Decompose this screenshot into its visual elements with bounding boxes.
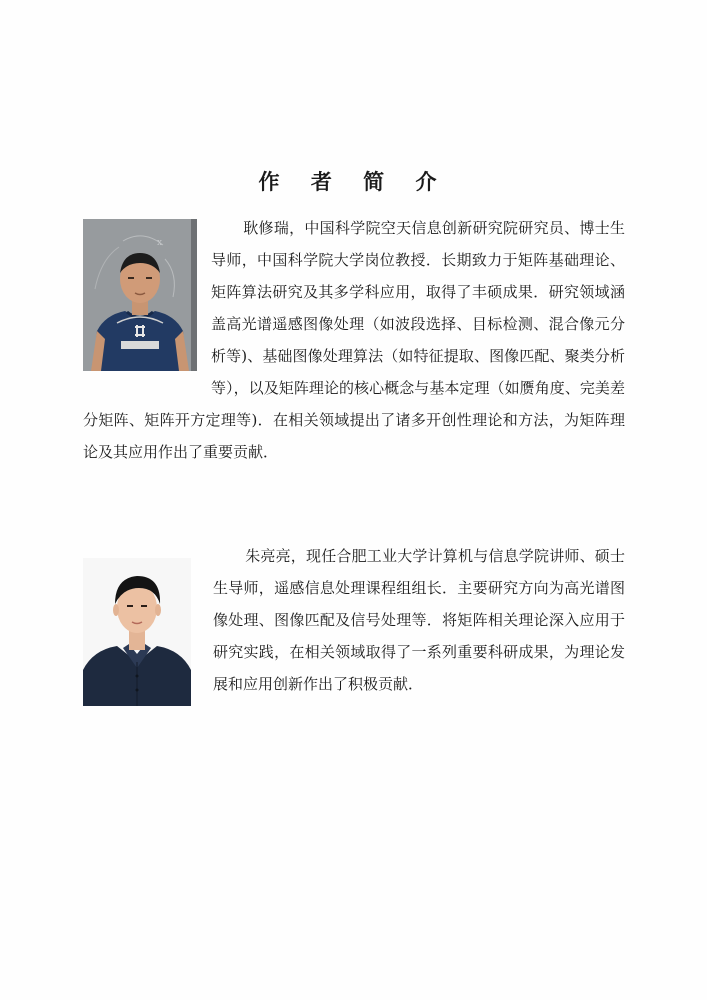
author-photo-2 [83, 558, 191, 706]
author-photo-1 [83, 219, 197, 371]
author-bio-text-2: 朱亮亮，现任合肥工业大学计算机与信息学院讲师、硕士生导师，遥感信息处理课程组组长．主要研究方向为高光谱图像处理、图像匹配及信号处理等．将矩阵相关理论深入应用于研究实践，在相关领域取得了一系列重要科研成果，为理论发展和应用创新作出了积极贡献． [213, 547, 625, 693]
portrait-1-image [83, 219, 197, 371]
portrait-2-image [83, 558, 191, 706]
svg-text:x: x [157, 238, 163, 248]
author-bio-1 [83, 212, 625, 468]
page-title: 作 者 简 介 [258, 170, 449, 194]
author-bio-2 [83, 540, 625, 706]
author-bio-text-1: 耿修瑞，中国科学院空天信息创新研究院研究员、博士生导师，中国科学院大学岗位教授．长期致力于矩阵基础理论、矩阵算法研究及其多学科应用，取得了丰硕成果．研究领域涵盖高光谱遥感图像处理（如波段选择、目标检测、混合像元分析等)、基础图像处理算法（如特征提取、图像匹配、聚类分析等），以及矩阵理论的核心概念与基本定理（如赝角度、完美差分矩阵、矩阵开方定理等)．在相关领域提出了诸多开创性理论和方法，为矩阵理论及其应用作出了重要贡献． [83, 219, 625, 461]
